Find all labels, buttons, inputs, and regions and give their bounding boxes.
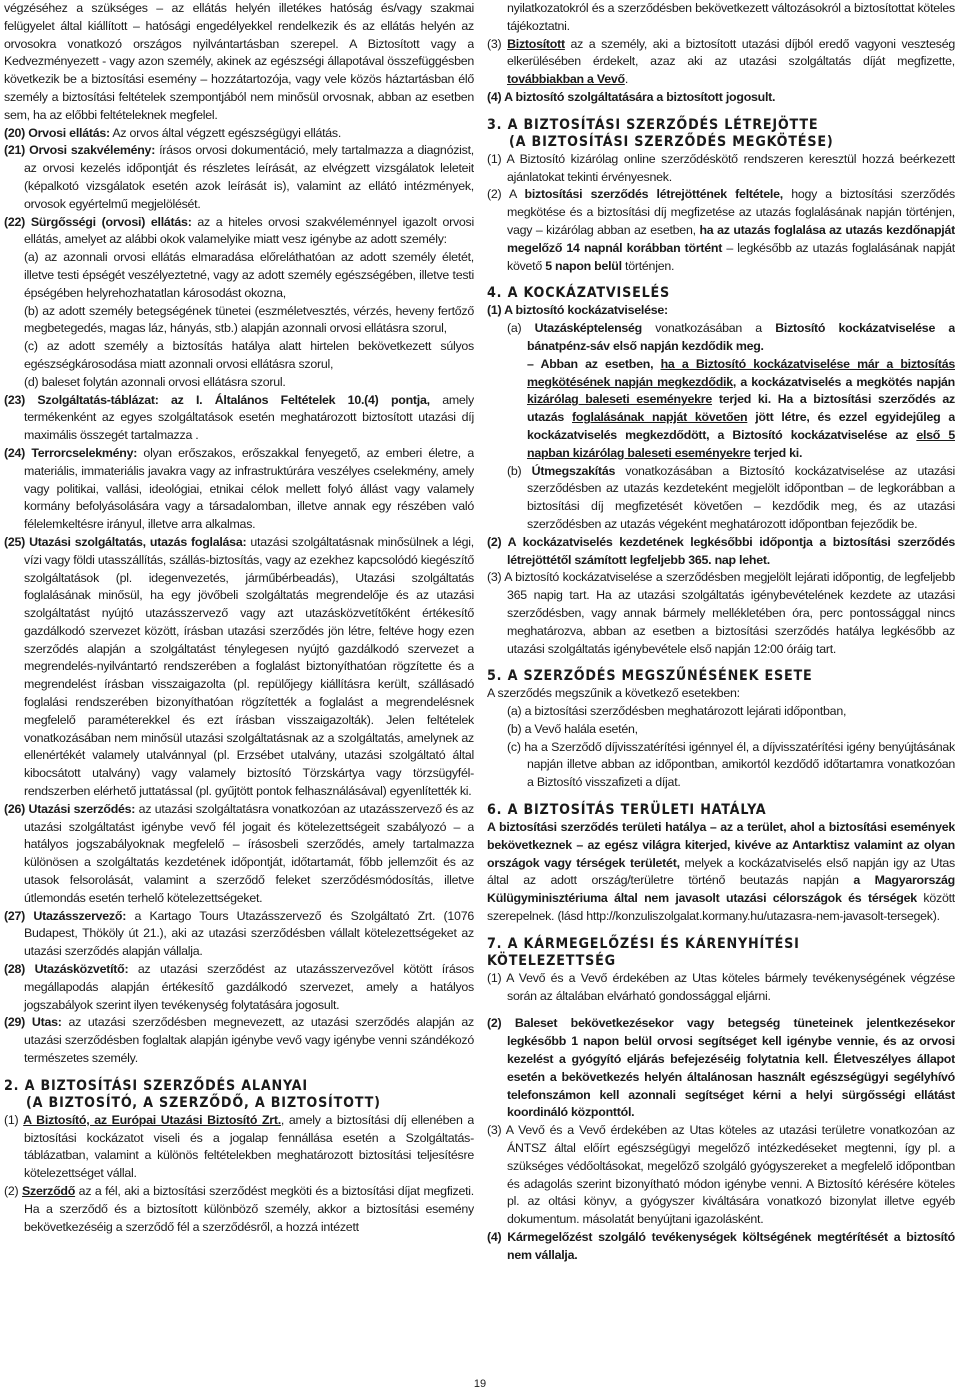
text: között szerepelnek. (lásd http://konzuliszolgalat.kormany.hu/utazasra-nem-javasolt-tersegek). <box>487 891 955 924</box>
section-4-item-a-note <box>487 356 955 463</box>
definition-28-term: (28) Utazásközvetítő: <box>4 962 129 977</box>
definition-26 <box>4 801 474 908</box>
section-2-heading <box>4 1078 474 1112</box>
section-3-item-2 <box>487 186 955 275</box>
definition-22-term: (22) Sürgősségi (orvosi) ellátás: <box>4 214 192 229</box>
definition-23 <box>4 392 474 445</box>
definition-22 <box>4 214 474 250</box>
definition-29-term: (29) Utas: <box>4 1015 62 1030</box>
section-6-title: 6. A BIZTOSÍTÁS TERÜLETI HATÁLYA <box>487 802 767 819</box>
item-number: (2) <box>4 1184 22 1198</box>
section-4-title: 4. A KOCKÁZATVISELÉS <box>487 285 671 302</box>
period: . <box>624 72 629 87</box>
definition-24-text: olyan erőszakos, erőszakkal fenyegető, az emberi életre, a materiális, immateriális javakra vagy az infrastruktúrára veszélyes cselekmény, amely vagy politikai, vallási, ideológiai, etnikai célok mellett folyó állást vagy valamely kormány befolyásolására vagy a társadalomban, illetve annak egy részében való félelemkeltésre irányul, illetve arra alkalmas. <box>24 445 474 532</box>
emphasis: ha az utazás foglalása az utazás kezdőnapját megelőző 14 napnál korábban történt <box>507 222 955 255</box>
intro-paragraph: végzéséhez a szükséges – az ellátás helyén illetékes hatóság és/vagy szakmai felügyelet által kiállított – hatósági engedélyekkel rendelkezik és az ellátás helyén az orvosokra vonatkozó országos nyilvántartásban szerepel. A Biztosított vagy a Kedvezményezett - vagy azon személy, akinek az egészségi állapotával összefüggésben következik be a biztosítási esemény – hozzátartozója, vagy vele közös háztartásban élő személy a biztosítási feltételek szempontjából nem minősül orvosnak, abban az esetben sem, ha az előbbi feltételeknek megfelel. <box>4 1 474 122</box>
item-number: (1) <box>4 1112 24 1127</box>
underlined: foglalásának napját követően <box>572 410 748 425</box>
emphasis: Biztosító kockázatviselése a bánatpénz-sáv első napján kezdődik meg. <box>527 321 955 353</box>
section-4-item-3: (3) A biztosító kockázatviselése a szerződésben megjelölt lejárati időpontig, de legfeljebb 365 napig tart. Ha az utazási szolgáltatás igénybevételének kezdete az utazási szerződésben, vagy annak bármely mellékletében óra, perc pontossággal nincs meghatározva, abban az esetben a biztosítási szerződés hatálya legkésőbb az utazási szolgáltatás igénybevétele első napján 12:00 óráig tart. <box>487 570 955 656</box>
section-7-item-1: (1) A Vevő és a Vevő érdekében az Utas köteles bármely tevékenységének végzése során az általában elvárható gondossággal eljárni. <box>487 970 955 1003</box>
emphasis: 5 napon belül <box>545 258 622 273</box>
definition-20-term: (20) Orvosi ellátás: <box>4 125 110 140</box>
emphasis: a Magyarország Külügyminisztériuma által nem javasolt utazási célországok és térségek <box>487 873 955 906</box>
section-4-item-a <box>487 320 955 356</box>
definition-21 <box>4 142 474 213</box>
section-7-item-3: (3) A Vevő és a Vevő érdekében az Utas köteles az utazási területre vonatkozóan az ÁNTSZ által előírt egészségügyi megelőző intézkedéseket megtenni, így pl. a szükséges védőoltásokat, megelőző szolgáló gyógyszereket a megfelelő időpontban és adagolás szerint bizonyítható módon igénybe venni. A Biztosító kérésére köteles pl. az oltási könyv, a gyógyszer kiváltására vonatkozó bizonylat illetve egyéb dokumentum. másolatát benyújtani igazolásként. <box>487 1123 955 1227</box>
definition-29-text: az utazási szerződésben megnevezett, az utazási szerződés alapján az utazási szerződésben foglaltak alapján igénybe vevő vagy igénybe venni szándékozó természetes személy. <box>24 1015 474 1066</box>
section-7-title-line-2: KÖTELEZETTSÉG <box>487 952 616 969</box>
section-2-item-2 <box>4 1183 474 1236</box>
section-6-text <box>487 819 955 926</box>
section-3-heading <box>487 117 955 151</box>
left-column <box>4 0 474 1380</box>
section-3-title: 3. A BIZTOSÍTÁSI SZERZŐDÉS LÉTREJÖTTE <box>487 116 819 133</box>
definition-22-item-b: (b) az adott személy betegségének tünetei (eszméletvesztés, vérzés, heveny fertőző megbetegedés, magas láz, hányás, stb.) alapján azonnali orvosi ellátásra szorul, <box>24 303 474 336</box>
section-2-subtitle: (A BIZTOSÍTÓ, A SZERZŐDŐ, A BIZTOSÍTOTT) <box>26 1094 381 1111</box>
underlined: kizárólag baleseti eseményekre <box>527 392 713 407</box>
text: (2) A <box>487 187 525 202</box>
section-4-item-2: (2) A kockázatviselés kezdetének legkésőbbi időpontja a biztosítási szerződés létrejöttétől számított legfeljebb 365. nap lehet. <box>487 534 955 567</box>
underlined: első 5 napban kizárólag baleseti eseményekre <box>527 427 955 460</box>
emphasis: Utazásképtelenség <box>534 321 642 336</box>
text: , a kockázatviselés a megkötés napján <box>732 374 955 389</box>
definition-27-text: a Kartago Tours Utazásszervező és Szolgáltató Zrt. (1076 Budapest, Thököly út 21.), aki az utazási szerződésben vállalt kötelezettségeket az utazási szerződés alapján vállalja. <box>24 908 474 959</box>
definition-26-term: (26) Utazási szerződés: <box>4 801 136 816</box>
definition-27-term: (27) Utazásszervező: <box>4 908 127 923</box>
item-number: (3) <box>487 36 508 51</box>
definition-25-text: utazási szolgáltatásnak minősülnek a légi, vízi vagy földi utasszállítás, szállás-biztosítás, vagy az ezekhez kapcsolódó kiegészítő szolgáltatások (pl. idegenvezetés, járműbérbeadás), Utazási szolgáltatás foglalásának minősül, ha egy jövőbeli szolgáltatás megrendelője és az utazási szolgáltatást nyújtó utazásszervező vagy azt utazásközvetítőként értékesítő gazdálkodó szervezet között, írásban utazási szerződés jön létre, feltéve hogy ezen szerződés alapján a szolgáltatást ténylegesen nyújtó gazdálkodó szervezet a megrendelés-nyilvántartó rendszerében a foglalást biztonyíthatóan rögzítette és a megrendelést írásban visszaigazolta (pl. repülőjegy kiállításra került, szállásadó foglalási rendszerében bizonyíthatóan rögzítették a foglalást a megrendelésnek megfelelő paraméterekkel és ezt írásban visszaigazolták). Jelen feltételek vonatkozásában nem minősül utazási szolgáltatásnak az a szolgáltatás, amelynek az ellenértékét valamely utalvánnyal (pl. Erzsébet utalvány, utazási szolgáltató által kibocsátott utalvány) vagy valamely biztosító Törzskártya vagy törzsügyfél-rendszerben elérhető juttatással (pl. gyűjtött pontok felhasználásával) egyenlítették ki. <box>24 534 474 799</box>
text: (b) <box>507 463 532 478</box>
emphasis: Útmegszakítás <box>531 463 616 478</box>
definition-22-item-a: (a) az azonnali orvosi ellátás elmaradása előreláthatóan az adott személy életét, illetve testi épségét veszélyeztetné, vagy az adott személy egészségében, illetve testi épségében helyrehozhatatlan károsodást okozna, <box>24 250 474 300</box>
definition-22-item-d: (d) baleset folytán azonnali orvosi ellátásra szorul. <box>24 374 286 389</box>
text: hogy a biztosítási szerződés megkötése és a biztosítási díj megfizetése az utazás foglalásának napján történjen, vagy – kizárólag abban az esetben, <box>507 187 955 237</box>
buyer-term: továbbiakban a Vevő <box>507 72 625 87</box>
definition-23-term: (23) Szolgáltatás-táblázat: az I. Általános Feltételek 10.(4) pontja, <box>4 392 430 407</box>
section-2-title: 2. A BIZTOSÍTÁSI SZERZŐDÉS ALANYAI <box>4 1077 308 1094</box>
section-5-item-c: (c) ha a Szerződő díjvisszatérítési igénnyel él, a díjvisszatérítési igény benyújtásának napján illetve abban az időpontban, amikortól kezdődő időtartamra vonatkozóan a Biztosító visszafizeti a díjat. <box>507 739 955 790</box>
section-5-item-a: (a) a biztosítási szerződésben meghatározott lejárati időpontban, <box>507 704 847 719</box>
text: terjed ki. <box>750 445 803 460</box>
definition-24-term: (24) Terrorcselekmény: <box>4 445 138 460</box>
section-3-subtitle: (A BIZTOSÍTÁSI SZERZŐDÉS MEGKÖTÉSE) <box>509 133 834 150</box>
emphasis: A biztosítási szerződés területi hatálya – az a terület, ahol a biztosítási események bekövetkeznek – az egész világra kiterjed, kivéve az Antarktisz valamint az olyan országok vagy térségek területét, <box>487 820 955 870</box>
text: (a) <box>507 321 535 336</box>
section-7-title: 7. A KÁRMEGELŐZÉSI ÉS KÁRENYHÍTÉSI <box>487 935 800 952</box>
text: történjen. <box>621 258 675 273</box>
text: – Abban az esetben, <box>527 356 661 371</box>
section-5-title: 5. A SZERZŐDÉS MEGSZŰNÉSÉNEK ESETE <box>487 668 813 685</box>
section-4-item-1-head: (1) A biztosító kockázatviselése: <box>487 303 668 318</box>
section-7-heading <box>487 936 955 970</box>
continuation-text: nyilatkozatokról és a szerződésben bekövetkezett változásokról a biztosítottat köteles tájékoztatni. <box>507 1 955 33</box>
section-7-item-4: (4) Kármegelőzést szolgáló tevékenységek költségének megtérítését a biztosító nem vállalja. <box>487 1230 955 1262</box>
section-2-item-1 <box>4 1112 474 1183</box>
right-column <box>487 0 955 1380</box>
section-5-intro: A szerződés megszűnik a következő esetekben: <box>487 686 740 701</box>
insured-term: Biztosított <box>507 36 565 51</box>
definition-26-text: az utazási szolgáltatásra vonatkozóan az utazásszervező és az utazási szolgáltatást igénybe vevő fél jogait és kötelezettségeit szabályozó – a hatályos jogszabályoknak megfelelő – írásosbeli szerződés, amely tartalmazza különösen a szolgáltatás kezdetének időpontját, időtartamát, főbb jellemzőit és az utasok felsorolását, valamint a szerződő feleket szerződésmódosítás, illetve útlemondás esetén terhelő kötelezettségeket. <box>24 801 474 905</box>
contracting-party-term: Szerződő <box>22 1184 76 1198</box>
definition-23-text: amely termékenként az egyes szolgáltatások esetén meghatározott biztosított utazási díj maximális összegét tartalmazza . <box>24 392 474 443</box>
definition-20 <box>4 125 474 143</box>
text: terjed ki. Ha a biztosítási szerződés az utazás <box>527 392 955 425</box>
definition-25-term: (25) Utazási szolgáltatás, utazás foglalása: <box>4 534 247 549</box>
text: melyek a kockázatviselés első napján igy az Utas által az adott ország/területre történő beutazás napján <box>487 855 955 888</box>
text: vonatkozásában a <box>642 321 776 336</box>
insurer-name: A Biztosító, az Európai Utazási Biztosító Zrt. <box>23 1112 281 1127</box>
definition-24 <box>4 445 474 534</box>
section-4-item-b <box>487 463 955 534</box>
definition-21-text: írásos orvosi dokumentáció, mely tartalmazza a diagnózist, az orvosi kezelés időpontját és részletes leírását, az elvégzett vizsgálatok leleteit (képalkotó vizsgálatok esetén azok leírását is), valamint az ellátó intézmények, orvosok egyértelmű megjelölését. <box>24 143 474 211</box>
definition-25 <box>4 534 474 801</box>
definition-22-text: az a hiteles orvosi szakvéleménnyel igazolt orvosi ellátás, amelyet az alábbi okok valamelyike miatt vesz igénybe az adott személy: <box>24 214 474 247</box>
section-3-item-1: (1) A Biztosító kizárólag online szerződéskötő rendszeren keresztül hozzá beérkezett ajánlatokat tekinti érvényesnek. <box>487 151 955 184</box>
spacer <box>487 1005 955 1015</box>
text: jött létre, és ezzel egyidejűleg a kockázatviselés megkezdődött, a Biztosító kockázatviselése az <box>527 410 955 442</box>
text: vonatkozásában a Biztosító kockázatviselése az utazási szerződésben az utazás kezdeteként megjelölt időpontban – de legkorábban a biztosítási díj megfizetését követően – kezdődik meg, és az utazási szerződésben az utazás végeként meghatározott időpontban fejeződik be. <box>527 463 955 531</box>
section-2-item-3 <box>487 36 955 89</box>
underlined: ha a Biztosító kockázatviselése már a biztosítás megkötésének napján megkezdődik <box>527 356 955 389</box>
definition-22-item-c: (c) az adott személy a biztosítás hatálya alatt hirtelen bekövetkezett súlyos egészségkárosodása miatt azonnali orvosi ellátásra szorul, <box>24 339 474 371</box>
section-7-item-2: (2) Baleset bekövetkezésekor vagy betegség tüneteinek jelentkezésekor legkésőbb 1 napon belül orvosi segítséget kell igénybe vennie, és az orvosi kezelést a gyógyító eljárás befejezéséig folytatnia kell. Életveszélyes állapot esetén a bekövetkezés helyén általánosan használt egészségügyi segélyhívó telefonszámon kell azonnali segítséget kérni a helyi sürgősségi ellátást koordináló központtól. <box>487 1016 955 1120</box>
page-number: 19 <box>473 1378 487 1390</box>
definition-29 <box>4 1014 474 1067</box>
definition-28-text: az utazási szerződést az utazásszervezővel kötött írásos megállapodás alapján értékesítő gazdálkodó szervezet, amely a hatályos jogszabályok szerint ilyen tevékenység folytatására jogosult. <box>24 962 474 1012</box>
definition-20-text: Az orvos által végzett egészségügyi ellátás. <box>109 125 342 140</box>
definition-28 <box>4 961 474 1014</box>
section-2-item-1-text: , amely a biztosítási díj ellenében a biztosítási kockázatot viseli és a jogalap fennállása esetén a Szolgáltatás-táblázatban, valamint a különös feltételekben meghatározott biztosítási teljesítésre kötelezettséget vállal. <box>24 1112 474 1181</box>
section-5-item-b: (b) a Vevő halála esetén, <box>507 721 638 736</box>
section-2-item-4: (4) A biztosító szolgáltatására a biztosított jogosult. <box>487 89 776 104</box>
section-2-item-3-text: az a személy, aki a biztosított utazási díjból eredő vagyoni veszteség elkerülésében érdekelt, azaz aki az utazási szolgáltatás díját megfizette, <box>507 36 955 69</box>
emphasis: biztosítási szerződés létrejöttének feltétele, <box>524 187 783 202</box>
section-2-item-2-text: az a fél, aki a biztosítási szerződést megköti és a biztosítási díjat megfizeti. Ha a szerződő és a biztosított különböző személy, akkor a biztosítási esemény bekövetkezéséig a szerződő fél a szerződésről, a hozzá intézett <box>24 1184 474 1234</box>
definition-21-term: (21) Orvosi szakvélemény: <box>4 143 156 158</box>
definition-27 <box>4 908 474 961</box>
text: – legkésőbb az utazás foglalásának napját követő <box>507 240 955 273</box>
